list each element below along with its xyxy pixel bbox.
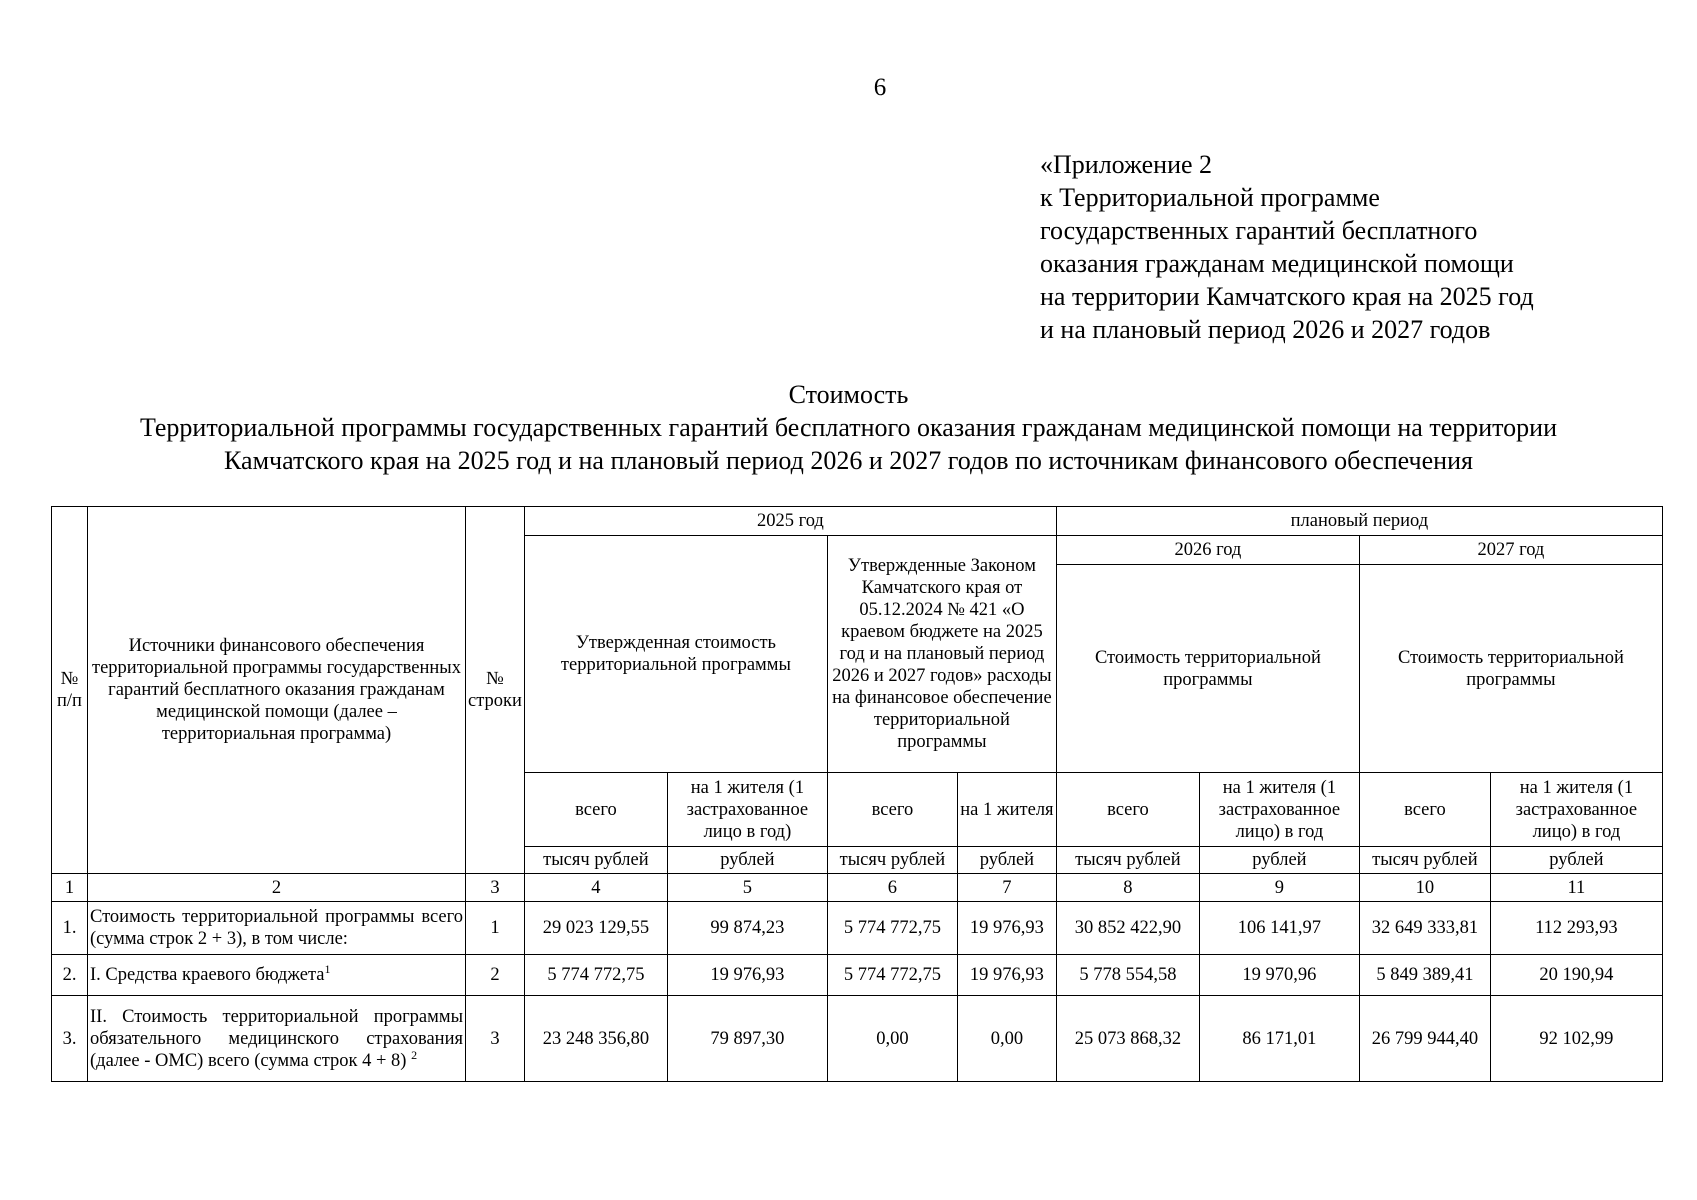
header-unit: тысяч рублей [827,847,957,874]
column-number: 2 [88,874,466,902]
header-unit: тысяч рублей [524,847,667,874]
appendix-line: на территории Камчатского края на 2025 год [1040,282,1534,311]
title-line: Стоимость [788,380,909,409]
column-number: 1 [52,874,88,902]
title-line: Камчатского края на 2025 год и на плановый период 2026 и 2027 годов по источникам финансового обеспечения [224,446,1473,475]
appendix-block [1040,148,1534,346]
header-2026: 2026 год [1056,536,1359,565]
header-unit: тысяч рублей [1359,847,1490,874]
header-sub: на 1 жителя (1 застрахованное лицо) в год [1199,773,1359,847]
column-number: 9 [1199,874,1359,902]
value-cell: 19 976,93 [957,955,1056,996]
row-num: 3. [52,996,88,1082]
page-number: 6 [873,74,887,101]
header-sub: всего [1359,773,1490,847]
column-number-row [52,874,1663,902]
value-cell: 79 897,30 [667,996,827,1082]
header-unit: рублей [667,847,827,874]
value-cell: 29 023 129,55 [524,902,667,955]
header-source: Источники финансового обеспечения территориальной программы государственных гарантий бесплатного оказания гражданам медицинской помощи (далее – территориальная программа) [88,507,466,874]
row-code: 1 [466,902,525,955]
value-cell: 0,00 [957,996,1056,1082]
value-cell: 19 976,93 [957,902,1056,955]
header-cost-2027: Стоимость территориальной программы [1359,565,1662,773]
row-code: 2 [466,955,525,996]
footnote-mark: 2 [411,1047,418,1062]
value-cell: 5 774 772,75 [827,955,957,996]
header-unit: рублей [1490,847,1662,874]
column-number: 4 [524,874,667,902]
header-unit: рублей [1199,847,1359,874]
header-sub: всего [827,773,957,847]
column-number: 7 [957,874,1056,902]
column-number: 3 [466,874,525,902]
value-cell: 20 190,94 [1490,955,1662,996]
title-line: Территориальной программы государственных гарантий бесплатного оказания гражданам медицинской помощи на территории [139,413,1557,442]
row-num: 2. [52,955,88,996]
column-number: 10 [1359,874,1490,902]
value-cell: 5 774 772,75 [827,902,957,955]
header-num: № п/п [52,507,88,874]
value-cell: 32 649 333,81 [1359,902,1490,955]
column-number: 11 [1490,874,1662,902]
header-sub: на 1 жителя (1 застрахованное лицо в год) [667,773,827,847]
header-sub: всего [524,773,667,847]
header-sub: всего [1056,773,1199,847]
appendix-line: оказания гражданам медицинской помощи [1040,249,1514,278]
value-cell: 5 849 389,41 [1359,955,1490,996]
appendix-line: «Приложение 2 [1040,150,1213,179]
header-sub: на 1 жителя [957,773,1056,847]
column-number: 6 [827,874,957,902]
value-cell: 0,00 [827,996,957,1082]
appendix-line: и на плановый период 2026 и 2027 годов [1040,315,1491,344]
header-planned-period: плановый период [1056,507,1662,536]
header-2025: 2025 год [524,507,1056,536]
value-cell: 112 293,93 [1490,902,1662,955]
column-number: 8 [1056,874,1199,902]
value-cell: 25 073 868,32 [1056,996,1199,1082]
header-unit: тысяч рублей [1056,847,1199,874]
value-cell: 30 852 422,90 [1056,902,1199,955]
footnote-mark: 1 [324,961,331,976]
table-row [52,902,1663,955]
header-cost-2026: Стоимость территориальной программы [1056,565,1359,773]
value-cell: 92 102,99 [1490,996,1662,1082]
row-num: 1. [52,902,88,955]
value-cell: 86 171,01 [1199,996,1359,1082]
financing-table [51,506,1663,1082]
table-row [52,955,1663,996]
row-name: I. Средства краевого бюджета$^1$ [88,955,466,996]
value-cell: 106 141,97 [1199,902,1359,955]
document-title [0,378,1697,477]
header-sub: на 1 жителя (1 застрахованное лицо) в год [1490,773,1662,847]
value-cell: 99 874,23 [667,902,827,955]
value-cell: 19 970,96 [1199,955,1359,996]
row-code: 3 [466,996,525,1082]
header-unit: рублей [957,847,1056,874]
value-cell: 5 778 554,58 [1056,955,1199,996]
header-row-number: № строки [466,507,525,874]
appendix-line: к Территориальной программе [1040,183,1380,212]
row-name: II. Стоимость территориальной программы обязательного медицинского страхования (далее - ОМС) всего (сумма строк 4 + 8) $^2$ [88,996,466,1082]
value-cell: 23 248 356,80 [524,996,667,1082]
table-row [52,996,1663,1082]
value-cell: 26 799 944,40 [1359,996,1490,1082]
appendix-line: государственных гарантий бесплатного [1040,216,1478,245]
header-2027: 2027 год [1359,536,1662,565]
column-number: 5 [667,874,827,902]
value-cell: 19 976,93 [667,955,827,996]
value-cell: 5 774 772,75 [524,955,667,996]
header-law-expenses: Утвержденные Законом Камчатского края от 05.12.2024 № 421 «О краевом бюджете на 2025 год и на плановый период 2026 и 2027 годов» расходы на финансовое обеспечение территориальной программы [827,536,1056,773]
row-name: Стоимость территориальной программы всего (сумма строк 2 + 3), в том числе: [88,902,466,955]
header-approved-cost: Утвержденная стоимость территориальной программы [524,536,827,773]
